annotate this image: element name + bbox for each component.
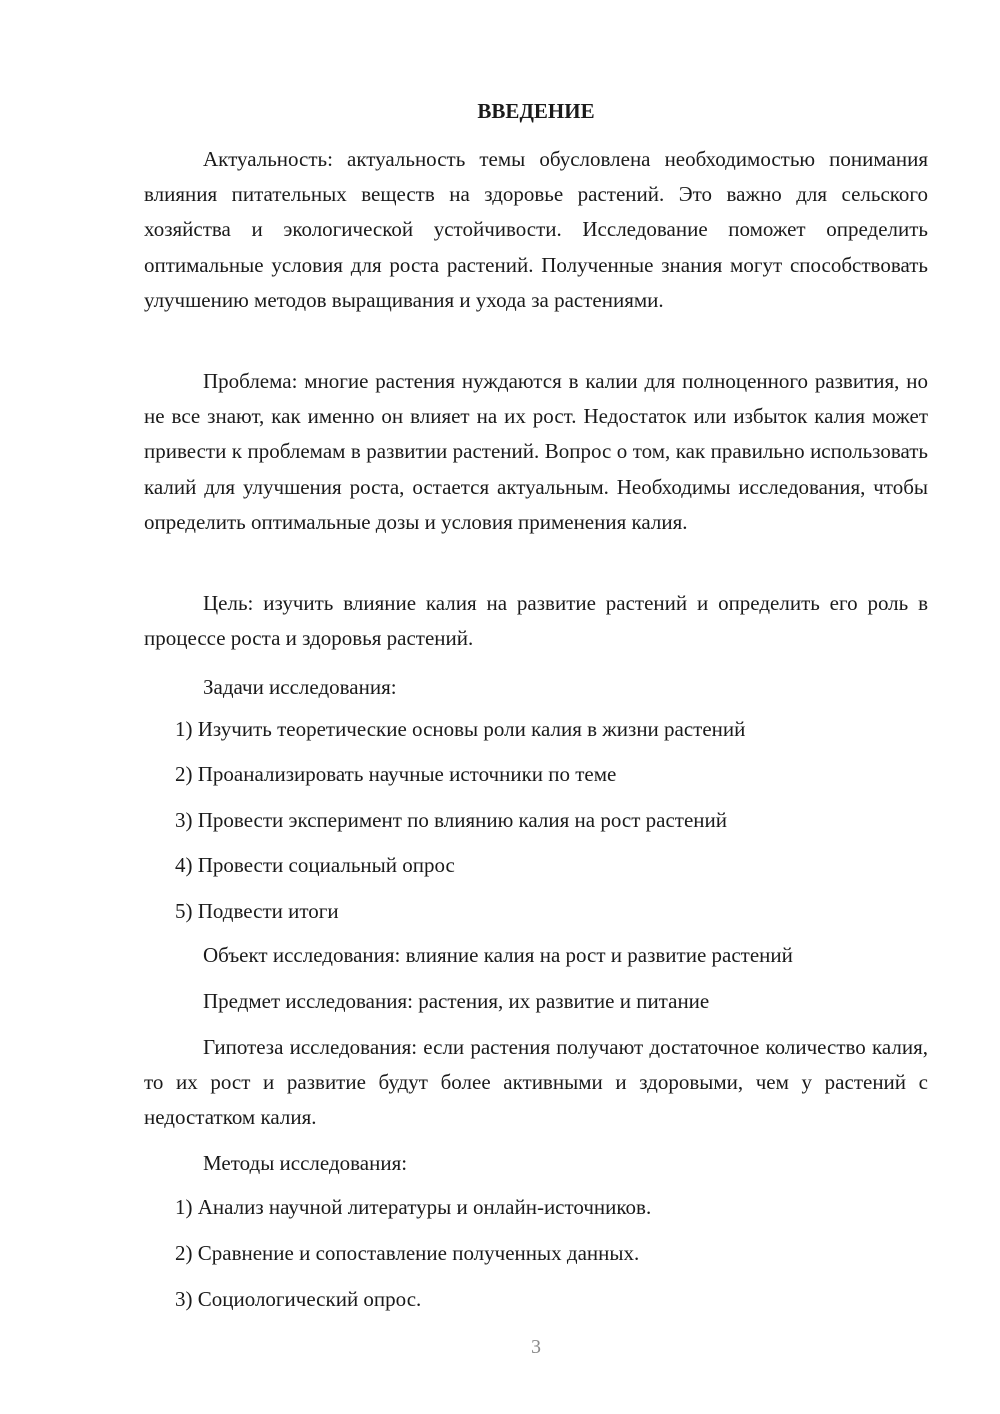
relevance-paragraph: Актуальность: актуальность темы обусловлена необходимостью понимания влияния питательных веществ на здоровье растений. Это важно для сельского хозяйства и экологической устойчивости. Исследование поможет определить оптимальные условия для роста растений. Полученные знания могут способствовать улучшению методов выращивания и ухода за растениями. [144,147,928,312]
methods-heading: Методы исследования: [203,1151,408,1175]
goal-paragraph: Цель: изучить влияние калия на развитие растений и определить его роль в процессе роста и здоровья растений. [144,591,928,651]
method-item: 3) Социологический опрос. [175,1287,422,1311]
task-item: 4) Провести социальный опрос [175,853,455,877]
task-item: 3) Провести эксперимент по влиянию калия на рост растений [175,808,727,832]
task-item: 2) Проанализировать научные источники по теме [175,762,617,786]
problem-paragraph: Проблема: многие растения нуждаются в калии для полноценного развития, но не все знают, как именно он влияет на их рост. Недостаток или избыток калия может привести к проблемам в развитии растений. Вопрос о том, как правильно использовать калий для улучшения роста, остается актуальным. Необходимы исследования, чтобы определить оптимальные дозы и условия применения калия. [144,369,928,534]
subject-paragraph: Предмет исследования: растения, их развитие и питание [203,989,710,1013]
page-number: 3 [531,1336,541,1358]
section-title: ВВЕДЕНИЕ [477,99,595,123]
method-item: 1) Анализ научной литературы и онлайн-источников. [175,1195,652,1219]
tasks-heading: Задачи исследования: [203,675,397,699]
task-item: 1) Изучить теоретические основы роли калия в жизни растений [175,717,746,741]
method-item: 2) Сравнение и сопоставление полученных данных. [175,1241,640,1265]
object-paragraph: Объект исследования: влияние калия на рост и развитие растений [203,943,793,967]
task-item: 5) Подвести итоги [175,899,339,923]
hypothesis-paragraph: Гипотеза исследования: если растения получают достаточное количество калия, то их рост и развитие будут более активными и здоровыми, чем у растений с недостатком калия. [144,1035,928,1130]
